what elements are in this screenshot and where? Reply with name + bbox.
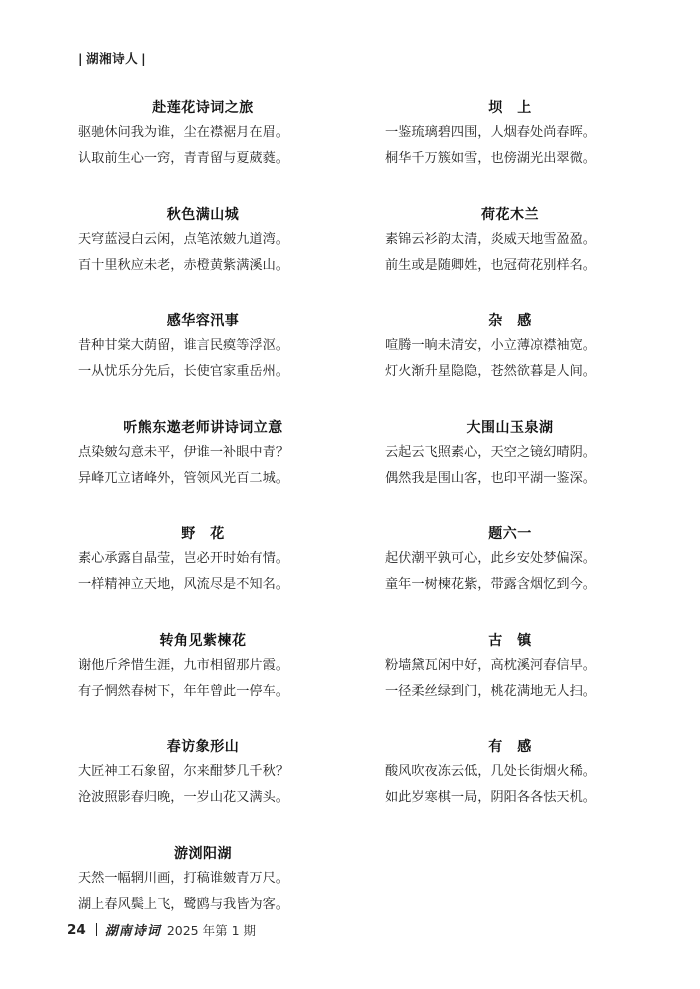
- poem-title: 游浏阳湖: [174, 845, 232, 862]
- poem-line: 前生或是随卿姓，也冠荷花别样名。: [385, 257, 596, 273]
- poem-title: 野 花: [181, 526, 225, 542]
- poem-line: 大匠神工石象留，尔来酣梦几千秋？: [78, 764, 289, 779]
- poem-line: 素心承露自晶莹，岂必开时始有情。: [78, 551, 289, 566]
- poem-line: 一径柔丝绿到门，桃花满地无人扫。: [385, 683, 596, 699]
- right-poem-column: [385, 98, 635, 844]
- poem-line: 素锦云衫韵太清，炎威天地雪盈盈。: [385, 231, 596, 247]
- poem-line: 百十里秋应未老，赤橙黄紫满溪山。: [78, 257, 289, 273]
- section-title: 湖湘诗人: [86, 51, 139, 66]
- poem: [385, 737, 635, 844]
- poem-title: 春访象形山: [166, 739, 240, 755]
- poem-title: 荷花木兰: [481, 206, 539, 223]
- poem: [78, 311, 328, 418]
- poem-line: 沧波照影春归晚，一岁山花又满头。: [78, 790, 289, 805]
- poem-title: 坝 上: [488, 100, 532, 116]
- poem: [385, 631, 635, 738]
- poem: [78, 737, 328, 844]
- header-bar-right: |: [141, 51, 147, 66]
- poem: [78, 205, 328, 312]
- poem-line: 灯火渐升星隐隐，苍然欲暮是人间。: [385, 364, 596, 379]
- poem-title: 听熊东遨老师讲诗词立意: [123, 419, 283, 436]
- poem-line: 一样精神立天地，风流尽是不知名。: [78, 577, 289, 592]
- poem-line: 湖上春风鬓上飞，鹭鸥与我皆为客。: [78, 896, 289, 912]
- poem-line: 如此岁寒棋一局，阴阳各各怯天机。: [385, 790, 596, 805]
- poem-title: 杂 感: [488, 313, 532, 329]
- page-number: 24: [67, 921, 86, 938]
- poem-line: 天穹蓝浸白云闲，点笔浓皴九道湾。: [78, 231, 289, 247]
- poem: [385, 98, 635, 205]
- poem-title: 秋色满山城: [166, 206, 240, 223]
- poem: [385, 524, 635, 631]
- poem-title: 题六一: [488, 526, 532, 542]
- poem-line: 谢他斤斧惜生涯，九市相留那片霞。: [78, 657, 289, 673]
- poem-title: 转角见紫楝花: [159, 632, 247, 649]
- poem: [78, 524, 328, 631]
- poem: [78, 418, 328, 525]
- poem-line: 异峰兀立诸峰外，管领风光百二城。: [78, 470, 289, 486]
- poem-title: 有 感: [488, 739, 532, 755]
- journal-logo: 湖南诗词: [104, 924, 161, 939]
- poem: [385, 418, 635, 525]
- running-header: [75, 49, 149, 67]
- left-poem-column: [78, 98, 328, 950]
- poem: [385, 205, 635, 312]
- poem-line: 点染皴勾意未平，伊谁一补眼中青？: [78, 444, 289, 460]
- poem-line: 粉墙黛瓦闲中好，高枕溪河春信早。: [385, 657, 596, 673]
- poem-line: 认取前生心一窍，青青留与夏葳蕤。: [78, 151, 289, 166]
- header-bar-left: |: [78, 51, 84, 66]
- poem-line: 童年一树楝花紫，带露含烟忆到今。: [385, 577, 596, 592]
- poem-line: 有子惘然春树下，年年曾此一停车。: [78, 683, 289, 699]
- poem-line: 酸风吹夜冻云低，几处长街烟火稀。: [385, 764, 596, 779]
- page-footer: [67, 920, 256, 939]
- poem-title: 古 镇: [488, 632, 532, 649]
- poem-line: 云起云飞照素心，天空之镜幻晴阴。: [385, 444, 596, 460]
- poem-line: 昔种甘棠大荫留，谁言民瘼等浮沤。: [78, 338, 289, 353]
- poem-line: 天然一幅辋川画，打稿谁皴青万尺。: [78, 870, 289, 886]
- poem-line: 驱驰休问我为谁，尘在襟裾月在眉。: [78, 125, 289, 140]
- poem-line: 一从忧乐分先后，长使官家重岳州。: [78, 364, 289, 379]
- poem-line: 起伏潮平孰可心，此乡安处梦偏深。: [385, 551, 596, 566]
- poem-line: 一鉴琉璃碧四围，人烟春处尚春晖。: [385, 125, 596, 140]
- poem: [78, 98, 328, 205]
- poem: [385, 311, 635, 418]
- poem-title: 赴莲花诗词之旅: [152, 100, 254, 116]
- poem-title: 感华容汛事: [166, 313, 240, 329]
- footer-divider: [96, 923, 97, 936]
- poem-title: 大围山玉泉湖: [466, 419, 554, 436]
- poem-line: 偶然我是围山客，也印平湖一鉴深。: [385, 470, 596, 486]
- poem: [78, 631, 328, 738]
- poem-line: 桐华千万簇如雪，也傍湖光出翠微。: [385, 151, 596, 166]
- issue-label: 2025 年第 1 期: [166, 922, 256, 938]
- poem-line: 喧腾一晌未清安，小立薄凉襟袖宽。: [385, 338, 596, 353]
